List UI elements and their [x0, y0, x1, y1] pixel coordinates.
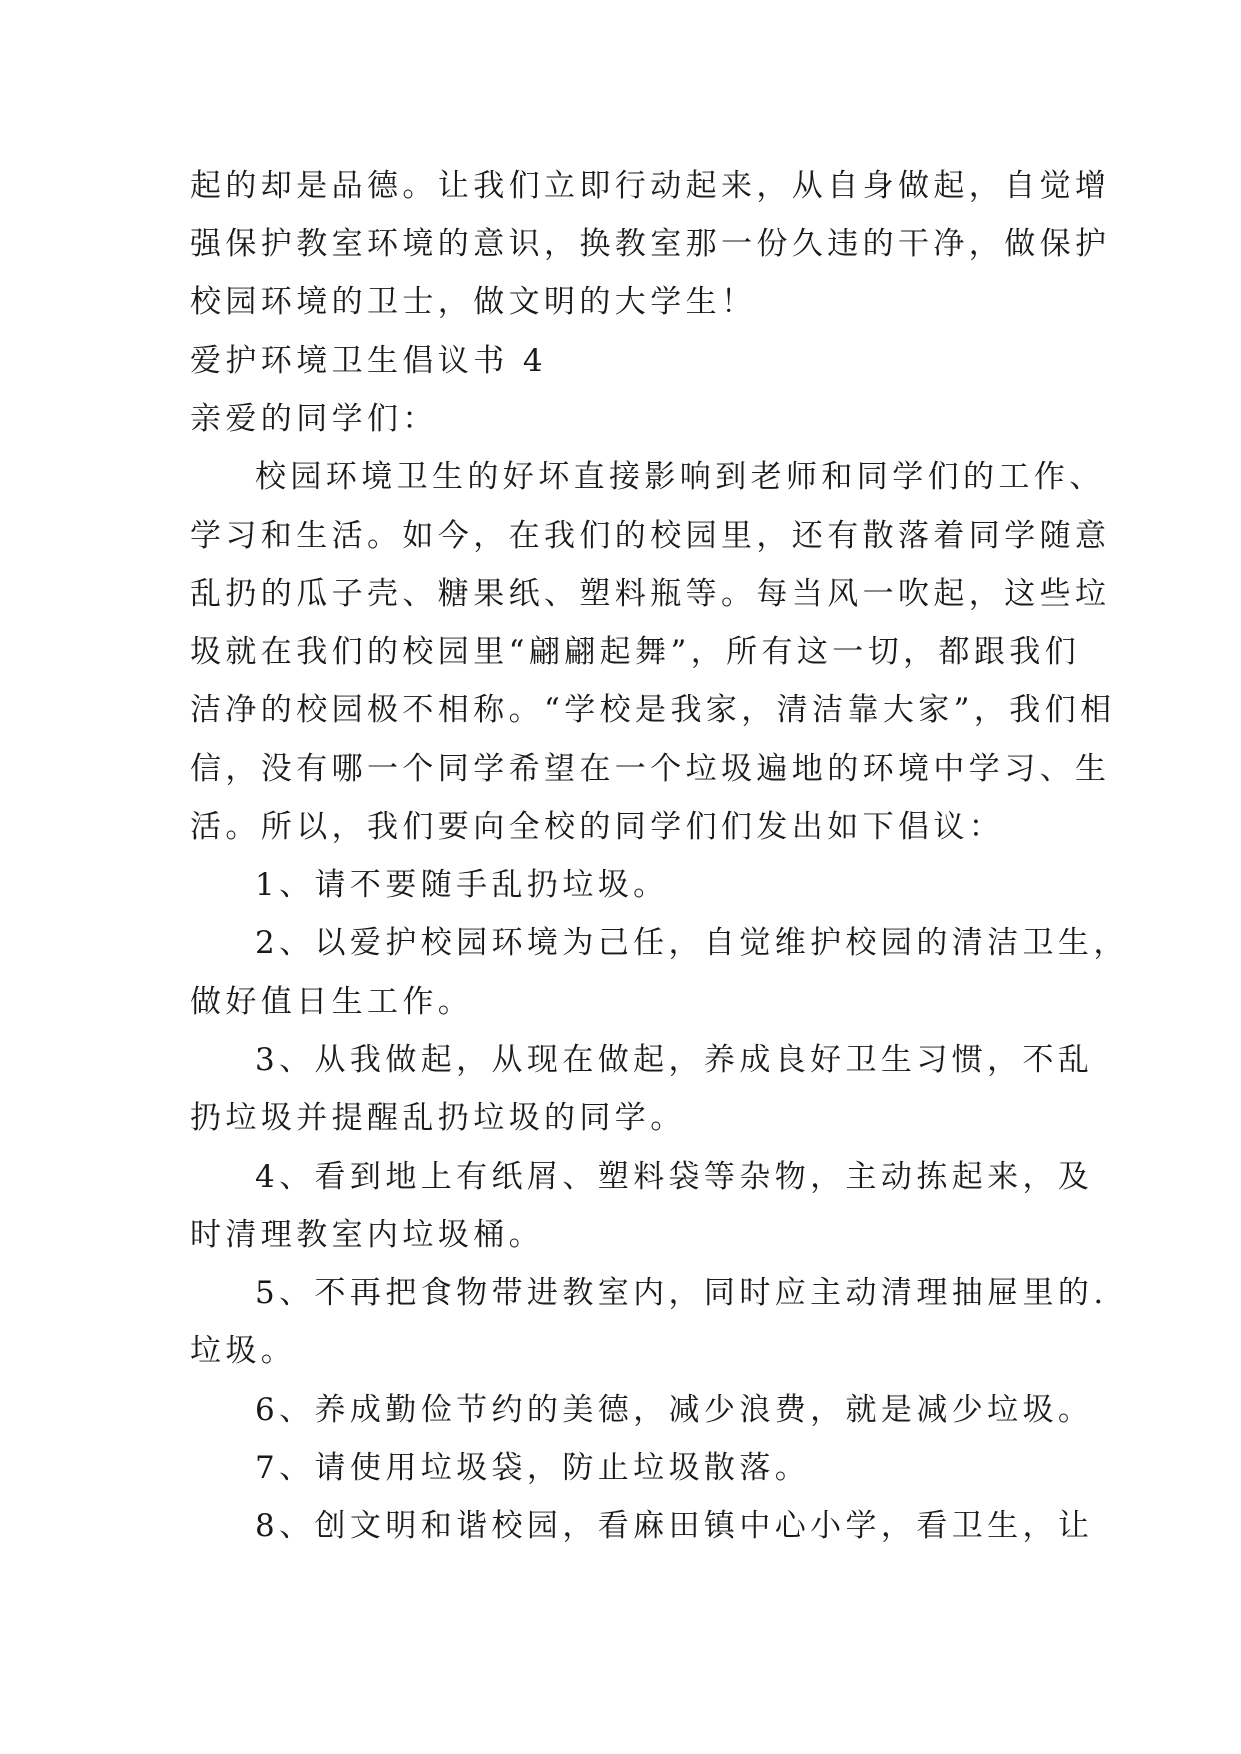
list-item: 5、不再把食物带进教室内，同时应主动清理抽屉里的. [255, 1275, 1108, 1311]
list-item: 7、请使用垃圾袋，防止垃圾散落。 [255, 1450, 811, 1486]
text-line: 扔垃圾并提醒乱扔垃圾的同学。 [190, 1100, 686, 1136]
list-item: 3、从我做起，从现在做起，养成良好卫生习惯，不乱 [255, 1042, 1094, 1078]
text-line: 洁净的校园极不相称。“学校是我家，清洁靠大家”，我们相 [190, 692, 1116, 728]
salutation: 亲爱的同学们： [190, 401, 438, 437]
text-line: 活。所以，我们要向全校的同学们们发出如下倡议： [190, 809, 1005, 845]
list-item: 6、养成勤俭节约的美德，减少浪费，就是减少垃圾。 [255, 1392, 1094, 1428]
text-line: 信，没有哪一个同学希望在一个垃圾遍地的环境中学习、生 [190, 751, 1111, 787]
section-heading: 爱护环境卫生倡议书 4 [190, 343, 547, 379]
text-line: 圾就在我们的校园里“翩翩起舞”，所有这一切，都跟我们 [190, 634, 1081, 670]
text-line: 校园环境卫生的好坏直接影响到老师和同学们的工作、 [255, 459, 1105, 495]
list-item: 2、以爱护校园环境为己任，自觉维护校园的清洁卫生， [255, 925, 1129, 961]
text-line: 时清理教室内垃圾桶。 [190, 1217, 544, 1253]
text-line: 起的却是品德。让我们立即行动起来，从自身做起，自觉增 [190, 168, 1111, 204]
text-line: 垃圾。 [190, 1333, 297, 1369]
text-line: 强保护教室环境的意识，换教室那一份久违的干净，做保护 [190, 226, 1111, 262]
text-line: 校园环境的卫士，做文明的大学生！ [190, 284, 757, 320]
text-line: 做好值日生工作。 [190, 984, 474, 1020]
list-item: 8、创文明和谐校园，看麻田镇中心小学，看卫生，让 [255, 1508, 1094, 1544]
list-item: 4、看到地上有纸屑、塑料袋等杂物，主动拣起来，及 [255, 1159, 1094, 1195]
list-item: 1、请不要随手乱扔垃圾。 [255, 867, 669, 903]
text-line: 学习和生活。如今，在我们的校园里，还有散落着同学随意 [190, 518, 1111, 554]
text-line: 乱扔的瓜子壳、糖果纸、塑料瓶等。每当风一吹起，这些垃 [190, 576, 1111, 612]
